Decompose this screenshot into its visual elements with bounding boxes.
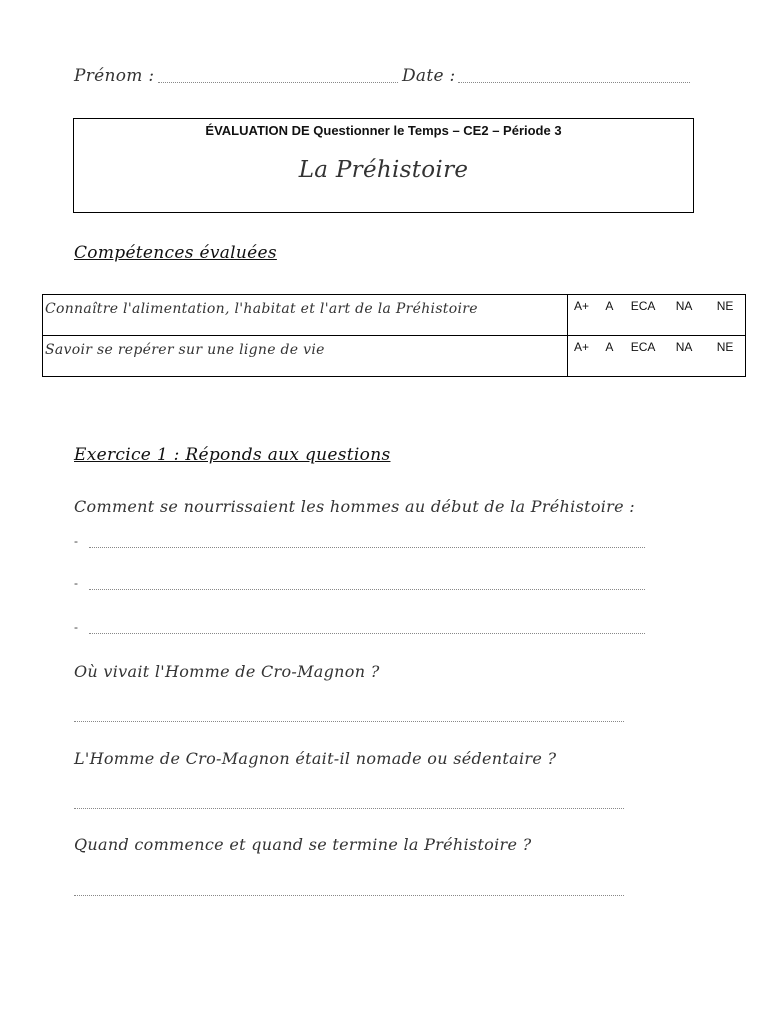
level-eca[interactable]: ECA <box>630 340 656 354</box>
level-ne[interactable]: NE <box>716 340 734 354</box>
level-a[interactable]: A <box>605 340 614 354</box>
exercise-heading: Exercice 1 : Réponds aux questions <box>74 445 391 465</box>
competences-heading: Compétences évaluées <box>74 243 277 263</box>
answer-dots[interactable] <box>89 577 645 590</box>
date-label: Date : <box>402 66 456 86</box>
question-4: Quand commence et quand se termine la Préhistoire ? <box>74 835 532 854</box>
skill-label: Savoir se repérer sur une ligne de vie <box>43 336 568 377</box>
page-title: La Préhistoire <box>298 157 469 183</box>
answer-dots[interactable] <box>74 883 624 896</box>
level-na[interactable]: NA <box>675 299 693 313</box>
table-row <box>43 295 746 336</box>
level-na[interactable]: NA <box>675 340 693 354</box>
answer-line[interactable] <box>74 534 645 548</box>
name-date-line <box>74 64 694 90</box>
date-field[interactable] <box>458 70 690 83</box>
answer-dots[interactable] <box>74 709 624 722</box>
bullet: - <box>74 576 78 590</box>
answer-line[interactable] <box>74 708 624 722</box>
skills-table <box>42 294 746 377</box>
answer-line[interactable] <box>74 576 645 590</box>
answer-dots[interactable] <box>74 796 624 809</box>
question-3: L'Homme de Cro-Magnon était-il nomade ou sédentaire ? <box>74 749 557 768</box>
prenom-label: Prénom : <box>74 66 155 86</box>
level-ne[interactable]: NE <box>716 299 734 313</box>
question-1: Comment se nourrissaient les hommes au début de la Préhistoire : <box>74 497 635 516</box>
title-box <box>73 118 694 213</box>
level-a-plus[interactable]: A+ <box>574 299 590 313</box>
level-cell <box>568 336 746 377</box>
bullet: - <box>74 620 78 634</box>
question-2: Où vivait l'Homme de Cro-Magnon ? <box>74 662 380 681</box>
level-cell <box>568 295 746 336</box>
answer-dots[interactable] <box>89 535 645 548</box>
answer-dots[interactable] <box>89 621 645 634</box>
prenom-field[interactable] <box>158 70 398 83</box>
level-a[interactable]: A <box>605 299 614 313</box>
bullet: - <box>74 534 78 548</box>
table-row <box>43 336 746 377</box>
evaluation-title: ÉVALUATION DE Questionner le Temps – CE2 – Période 3 <box>205 123 562 138</box>
answer-line[interactable] <box>74 882 624 896</box>
level-eca[interactable]: ECA <box>630 299 656 313</box>
answer-line[interactable] <box>74 620 645 634</box>
skill-label: Connaître l'alimentation, l'habitat et l'art de la Préhistoire <box>43 295 568 336</box>
level-a-plus[interactable]: A+ <box>574 340 590 354</box>
answer-line[interactable] <box>74 795 624 809</box>
